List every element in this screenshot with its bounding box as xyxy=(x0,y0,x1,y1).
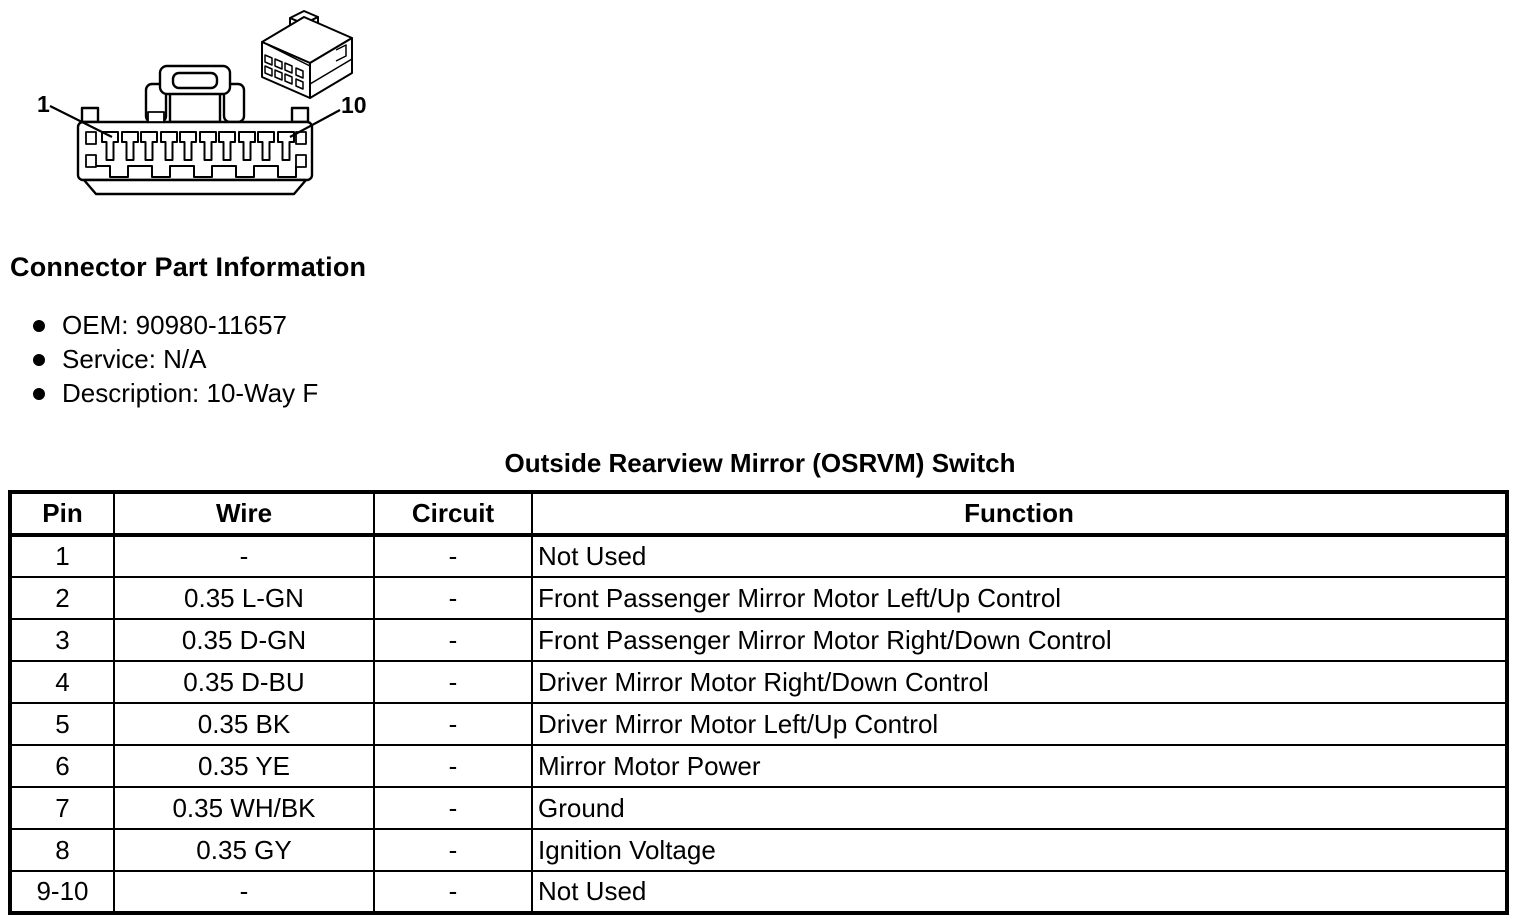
cell-wire: 0.35 D-GN xyxy=(114,619,374,661)
pinout-table xyxy=(8,490,1509,915)
cell-circuit: - xyxy=(374,619,532,661)
cell-wire: 0.35 D-BU xyxy=(114,661,374,703)
connector-front-view xyxy=(78,66,312,194)
cell-pin: 2 xyxy=(10,577,114,619)
list-item-label: Service: N/A xyxy=(62,343,207,374)
connector-figure xyxy=(0,0,420,235)
col-header-circuit: Circuit xyxy=(374,492,532,535)
list-item-label: Description: 10-Way F xyxy=(62,377,319,408)
table-row xyxy=(10,703,1507,745)
connector-3d-view xyxy=(262,11,352,98)
part-info-heading: Connector Part Information xyxy=(10,252,367,282)
cell-wire: 0.35 YE xyxy=(114,745,374,787)
cell-wire: - xyxy=(114,535,374,577)
bullet-icon xyxy=(33,354,45,366)
list-item-service xyxy=(33,344,318,374)
table-row xyxy=(10,745,1507,787)
col-header-pin: Pin xyxy=(10,492,114,535)
cell-pin: 5 xyxy=(10,703,114,745)
cell-circuit: - xyxy=(374,745,532,787)
cell-circuit: - xyxy=(374,871,532,913)
cell-function: Ground xyxy=(532,787,1507,829)
cell-circuit: - xyxy=(374,787,532,829)
bullet-icon xyxy=(33,320,45,332)
col-header-function: Function xyxy=(532,492,1507,535)
pin-10-label: 10 xyxy=(341,92,367,118)
cell-circuit: - xyxy=(374,577,532,619)
table-row xyxy=(10,829,1507,871)
cell-function: Not Used xyxy=(532,871,1507,913)
table-row xyxy=(10,871,1507,913)
cell-function: Driver Mirror Motor Left/Up Control xyxy=(532,703,1507,745)
list-item-label: OEM: 90980-11657 xyxy=(62,309,287,340)
table-row xyxy=(10,577,1507,619)
cell-wire: 0.35 BK xyxy=(114,703,374,745)
cell-pin: 9-10 xyxy=(10,871,114,913)
cell-function: Driver Mirror Motor Right/Down Control xyxy=(532,661,1507,703)
cell-circuit: - xyxy=(374,535,532,577)
cell-wire: 0.35 L-GN xyxy=(114,577,374,619)
table-header-row xyxy=(10,492,1507,535)
cell-wire: 0.35 GY xyxy=(114,829,374,871)
cell-circuit: - xyxy=(374,703,532,745)
cell-function: Mirror Motor Power xyxy=(532,745,1507,787)
cell-wire: - xyxy=(114,871,374,913)
cell-function: Not Used xyxy=(532,535,1507,577)
part-info-list xyxy=(33,310,318,412)
table-row xyxy=(10,661,1507,703)
table-row xyxy=(10,787,1507,829)
table-title: Outside Rearview Mirror (OSRVM) Switch xyxy=(504,448,1016,478)
table-row xyxy=(10,535,1507,577)
cell-pin: 8 xyxy=(10,829,114,871)
cell-pin: 4 xyxy=(10,661,114,703)
connector-drawing xyxy=(0,0,420,235)
pin-1-label: 1 xyxy=(37,91,50,117)
cell-pin: 3 xyxy=(10,619,114,661)
col-header-wire: Wire xyxy=(114,492,374,535)
list-item-oem xyxy=(33,310,318,340)
cell-wire: 0.35 WH/BK xyxy=(114,787,374,829)
cell-circuit: - xyxy=(374,829,532,871)
table-row xyxy=(10,619,1507,661)
cell-pin: 6 xyxy=(10,745,114,787)
cell-function: Ignition Voltage xyxy=(532,829,1507,871)
list-item-description xyxy=(33,378,318,408)
cell-function: Front Passenger Mirror Motor Right/Down Control xyxy=(532,619,1507,661)
cell-circuit: - xyxy=(374,661,532,703)
cell-pin: 7 xyxy=(10,787,114,829)
bullet-icon xyxy=(33,388,45,400)
cell-pin: 1 xyxy=(10,535,114,577)
cell-function: Front Passenger Mirror Motor Left/Up Control xyxy=(532,577,1507,619)
